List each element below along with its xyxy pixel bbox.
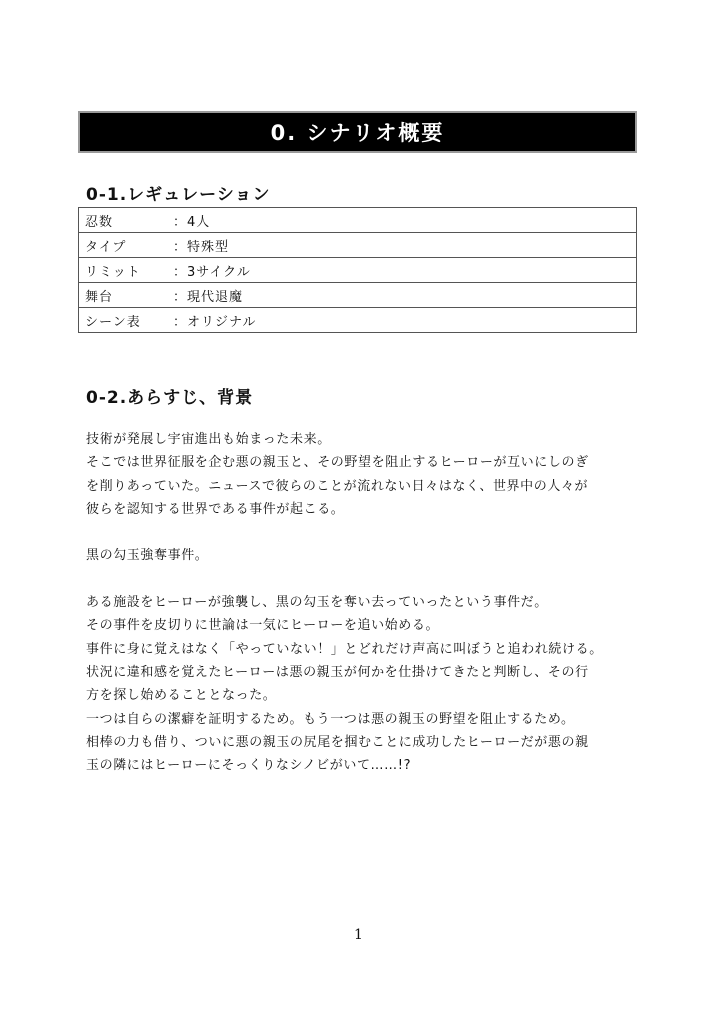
synopsis-line: 相棒の力も借り、ついに悪の親玉の尻尾を掴むことに成功したヒーローだが悪の親 bbox=[86, 734, 589, 750]
synopsis-line: その事件を皮切りに世論は一気にヒーローを追い始める。 bbox=[86, 618, 440, 634]
synopsis-line: を削りあっていた。ニュースで彼らのことが流れない日々はなく、世界中の人々が bbox=[86, 478, 589, 494]
synopsis-line: 状況に違和感を覚えたヒーローは悪の親玉が何かを仕掛けてきたと判断し、その行 bbox=[86, 664, 589, 680]
synopsis-line: そこでは世界征服を企む悪の親玉と、その野望を阻止するヒーローが互いにしのぎ bbox=[86, 455, 589, 471]
regulation-value: ：3サイクル bbox=[173, 264, 251, 280]
paragraph-gap bbox=[86, 568, 646, 591]
regulation-value: ：オリジナル bbox=[173, 314, 257, 330]
regulation-label: シーン表 bbox=[85, 314, 141, 330]
regulation-row-type bbox=[79, 233, 637, 258]
synopsis-line: 一つは自らの潔癖を証明するため。もう一つは悪の親玉の野望を阻止するため。 bbox=[86, 711, 575, 727]
synopsis-body bbox=[86, 428, 646, 777]
regulation-label: 忍数 bbox=[85, 214, 114, 230]
regulation-heading: 0-1.レギュレーション bbox=[86, 185, 271, 205]
synopsis-heading: 0-2.あらすじ、背景 bbox=[86, 388, 254, 408]
synopsis-line: ある施設をヒーローが強襲し、黒の勾玉を奪い去っていったという事件だ。 bbox=[86, 595, 548, 611]
scenario-overview-title: 0. シナリオ概要 bbox=[78, 111, 637, 153]
regulation-value: ：特殊型 bbox=[173, 239, 230, 255]
regulation-row-stage bbox=[79, 283, 637, 308]
synopsis-line: 玉の隣にはヒーローにそっくりなシノビがいて……!? bbox=[86, 758, 412, 774]
regulation-table bbox=[78, 207, 637, 333]
regulation-value: ：現代退魔 bbox=[173, 289, 244, 305]
regulation-row-limit bbox=[79, 258, 637, 283]
synopsis-line: 方を探し始めることとなった。 bbox=[86, 688, 277, 704]
synopsis-line: 彼らを認知する世界である事件が起こる。 bbox=[86, 501, 345, 517]
synopsis-line: 技術が発展し宇宙進出も始まった未来。 bbox=[86, 432, 331, 447]
synopsis-line: 黒の勾玉強奪事件。 bbox=[86, 548, 209, 564]
regulation-label: 舞台 bbox=[85, 289, 114, 305]
regulation-row-players bbox=[79, 208, 637, 233]
paragraph-gap bbox=[86, 521, 646, 544]
synopsis-line: 事件に身に覚えはなく「やっていない！」とどれだけ声高に叫ぼうと追われ続ける。 bbox=[86, 641, 603, 657]
regulation-label: リミット bbox=[85, 264, 141, 280]
regulation-label: タイプ bbox=[85, 239, 127, 255]
regulation-row-scene-table bbox=[79, 308, 637, 333]
page-number: 1 bbox=[354, 927, 363, 943]
regulation-value: ：4人 bbox=[173, 214, 211, 230]
